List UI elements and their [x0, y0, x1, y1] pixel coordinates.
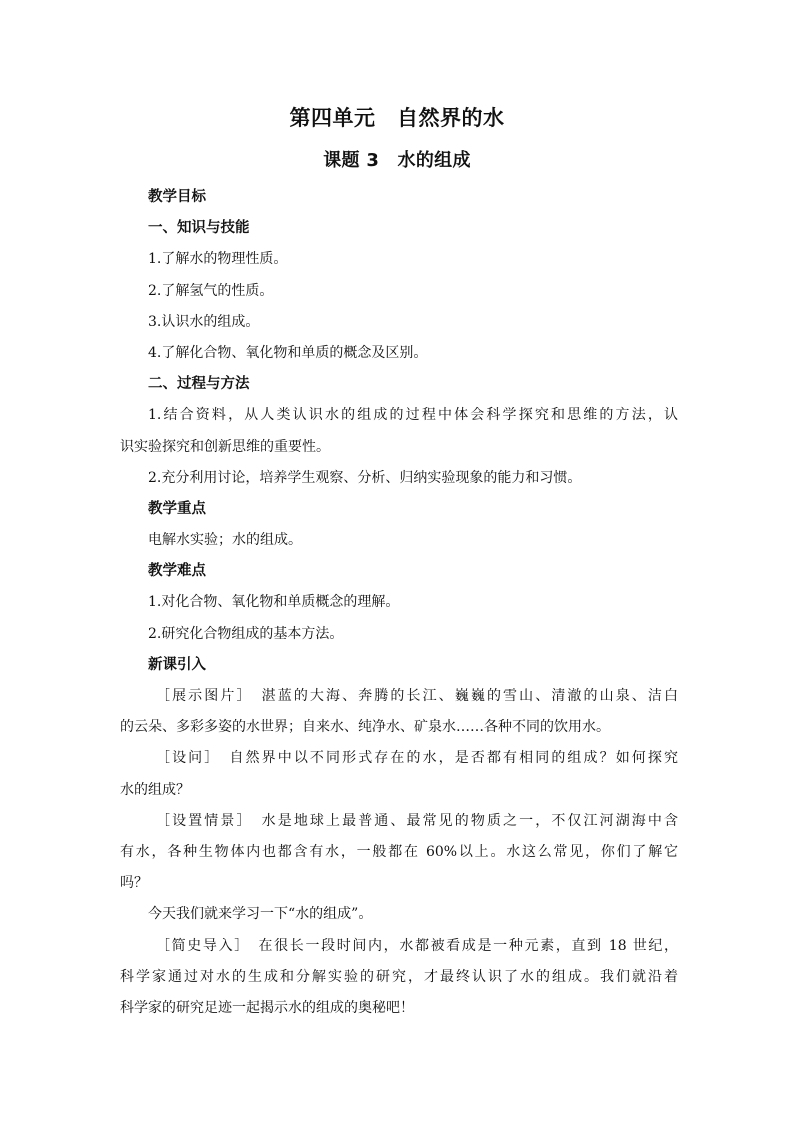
section-heading: 新课引入 [148, 656, 206, 673]
paragraph-line: 1.结合资料，从人类认识水的组成的过程中体会科学探究和思维的方法，认 [148, 407, 678, 424]
paragraph-line: 4.了解化合物、氧化物和单质的概念及区别。 [148, 344, 428, 361]
paragraph-line: 1.了解水的物理性质。 [148, 251, 288, 268]
section-heading: 教学目标 [148, 189, 206, 205]
paragraph-line: ［设置情景］ 水是地球上最普通、最常见的物质之一，不仅江河湖海中含 [156, 812, 678, 829]
paragraph-line: 的云朵、多彩多姿的水世界；自来水、纯净水、矿泉水……各种不同的饮用水。 [120, 719, 610, 736]
paragraph-line: 2.充分利用讨论，培养学生观察、分析、归纳实验现象的能力和习惯。 [148, 469, 582, 486]
paragraph-line: 识实验探究和创新思维的重要性。 [120, 438, 330, 455]
paragraph-line: 水的组成？ [120, 781, 190, 798]
paragraph-line: 2.研究化合物组成的基本方法。 [148, 625, 344, 642]
paragraph-line: 今天我们就来学习一下“水的组成”。 [148, 906, 373, 923]
section-heading: 教学重点 [148, 500, 206, 517]
section-heading: 教学难点 [148, 563, 206, 580]
section-heading: 二、过程与方法 [148, 376, 250, 393]
unit-title: 第四单元 自然界的水 [289, 106, 505, 130]
section-heading: 一、知识与技能 [148, 220, 250, 237]
paragraph-line: 2.了解氢气的性质。 [148, 282, 274, 299]
paragraph-line: 电解水实验；水的组成。 [148, 532, 302, 549]
document-body [118, 182, 678, 1024]
paragraph-line: ［设问］ 自然界中以不同形式存在的水，是否都有相同的组成？如何探究 [156, 750, 678, 767]
paragraph-line: 吗？ [120, 875, 148, 892]
paragraph-line: ［简史导入］ 在很长一段时间内，水都被看成是一种元素，直到 18 世纪， [156, 937, 678, 954]
paragraph-line: ［展示图片］ 湛蓝的大海、奔腾的长江、巍巍的雪山、清澈的山泉、洁白 [156, 688, 678, 704]
paragraph-line: 科学家通过对水的生成和分解实验的研究，才最终认识了水的组成。我们就沿着 [120, 968, 678, 985]
paragraph-line: 科学家的研究足迹一起揭示水的组成的奥秘吧！ [120, 999, 414, 1016]
paragraph-line: 有水，各种生物体内也都含有水，一般都在 60%以上。水这么常见，你们了解它 [120, 843, 678, 860]
paragraph-line: 1.对化合物、氧化物和单质概念的理解。 [148, 594, 400, 611]
lesson-title: 课题 3 水的组成 [323, 150, 471, 171]
paragraph-line: 3.认识水的组成。 [148, 313, 260, 330]
